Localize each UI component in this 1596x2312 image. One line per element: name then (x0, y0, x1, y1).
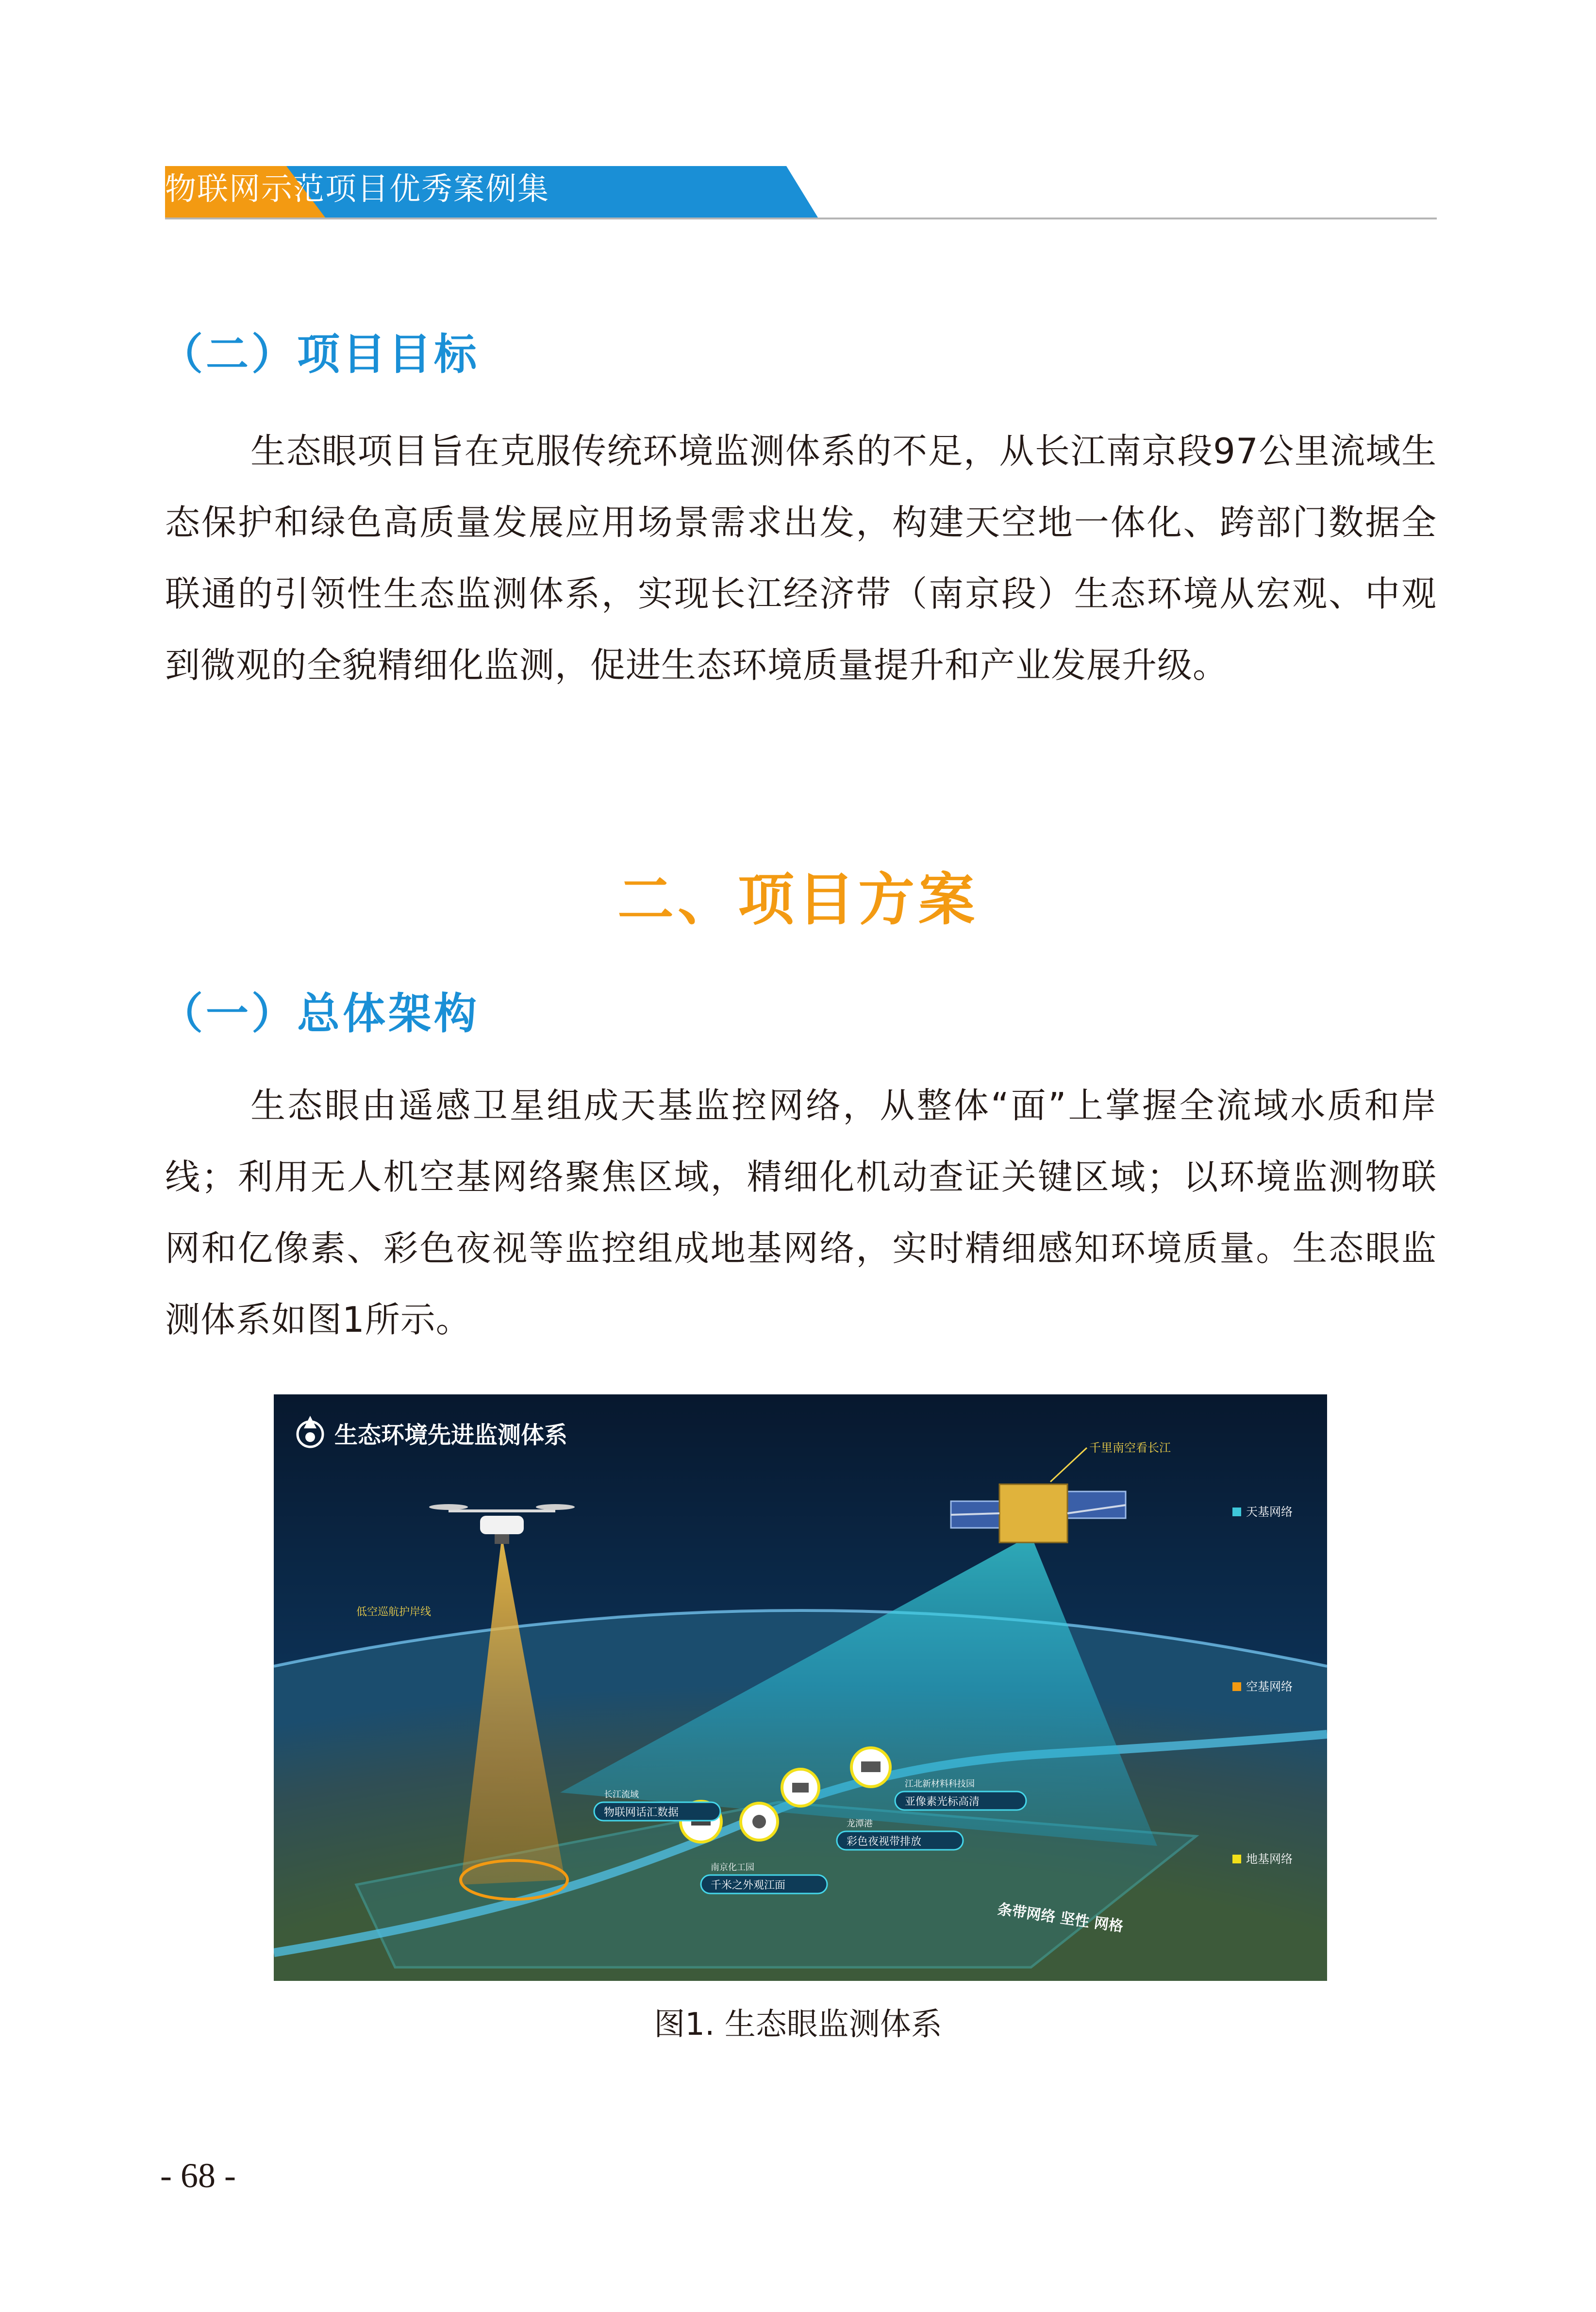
legend-label-air: 空基网络 (1246, 1680, 1293, 1693)
legend-swatch-space (1232, 1508, 1241, 1516)
drone-label: 低空巡航护岸线 (356, 1606, 432, 1618)
monitoring-system-figure (274, 1394, 1327, 1981)
svg-text:彩色夜视带排放: 彩色夜视带排放 (847, 1836, 922, 1848)
header-title: 物联网示范项目优秀案例集 (165, 171, 549, 207)
svg-text:千米之外观江面: 千米之外观江面 (711, 1879, 786, 1892)
svg-text:物联网话汇数据: 物联网话汇数据 (604, 1807, 679, 1819)
svg-text:龙潭港: 龙潭港 (847, 1819, 873, 1829)
legend-label-space: 天基网络 (1246, 1505, 1293, 1519)
svg-text:南京化工园: 南京化工园 (711, 1862, 754, 1873)
section-goal-heading: （二）项目目标 (160, 329, 480, 379)
ground-network-text: 条带网络 坚性 网格 (996, 1901, 1125, 1936)
svg-text:江北新材料科技园: 江北新材料科技园 (905, 1779, 975, 1789)
satellite-label: 千里南空看长江 (1089, 1441, 1171, 1455)
figure-illustration (274, 1394, 1327, 1981)
svg-text:长江流域: 长江流域 (604, 1790, 639, 1800)
figure-title: 生态环境先进监测体系 (334, 1422, 568, 1449)
section-arch-paragraph: 生态眼由遥感卫星组成天基监控网络，从整体“面”上掌握全流域水质和岸线；利用无人机空基网络聚焦区域，精细化机动查证关键区域；以环境监测物联网和亿像素、彩色夜视等监控组成地基网络，实时精细感知环境质量。生态眼监测体系如图1所示。 (165, 1085, 1437, 1340)
figure-caption: 图1. 生态眼监测体系 (654, 2007, 942, 2043)
legend-swatch-ground (1232, 1855, 1241, 1863)
svg-text:亚像素光标高清: 亚像素光标高清 (905, 1796, 980, 1808)
page-number: - 68 - (160, 2156, 236, 2195)
legend-label-ground: 地基网络 (1246, 1852, 1293, 1866)
section-goal-paragraph: 生态眼项目旨在克服传统环境监测体系的不足，从长江南京段97公里流域生态保护和绿色高质量发展应用场景需求出发，构建天空地一体化、跨部门数据全联通的引领性生态监测体系，实现长江经济带（南京段）生态环境从宏观、中观到微观的全貌精细化监测，促进生态环境质量提升和产业发展升级。 (165, 431, 1437, 686)
chapter-heading: 二、项目方案 (617, 867, 979, 933)
section-arch-heading: （一）总体架构 (160, 988, 480, 1039)
legend-swatch-air (1232, 1682, 1241, 1691)
